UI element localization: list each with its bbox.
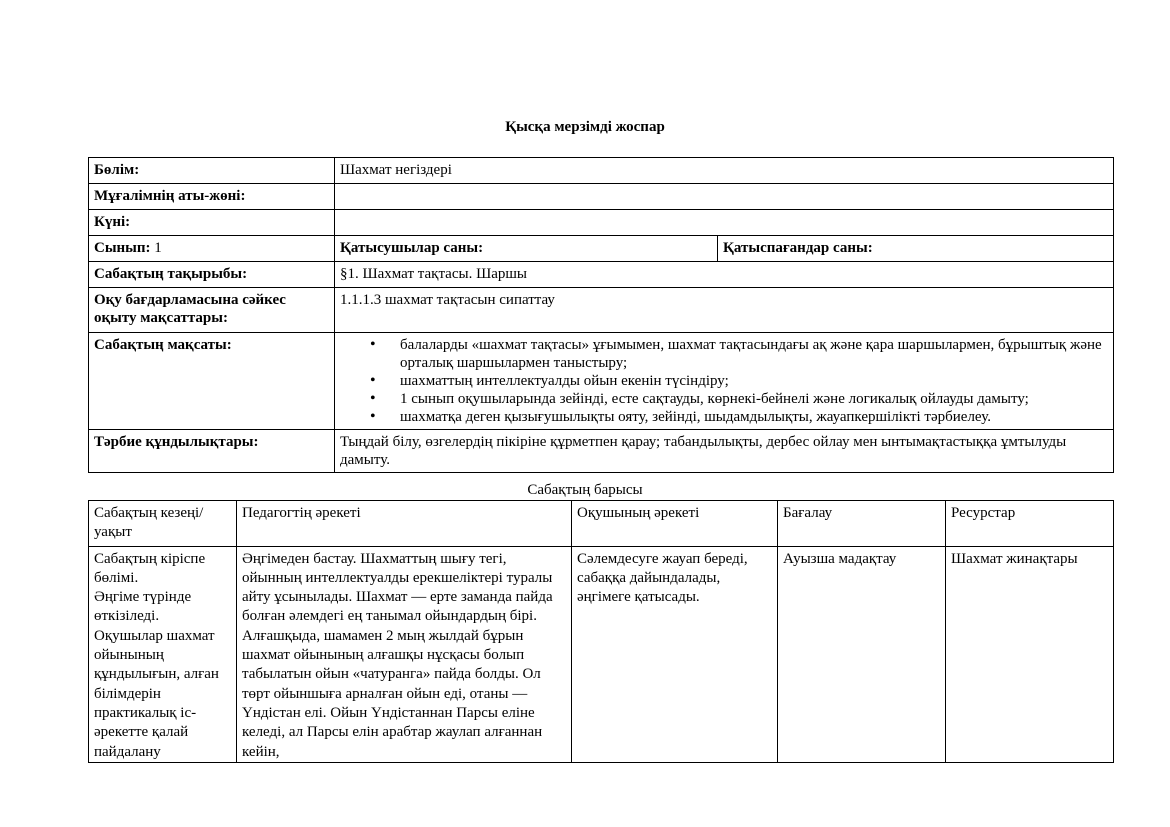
class-cell	[89, 236, 335, 262]
date-label: Күні:	[89, 210, 335, 236]
column-header: Ресурстар	[946, 501, 1114, 547]
aims-label: Сабақтың мақсаты:	[89, 333, 335, 430]
list-item: • шахматқа деген қызығушылықты ояту, зейінді, шыдамдылықты, жауапкершілікті тәрбиелеу.	[400, 408, 1108, 426]
aims-list	[340, 336, 1108, 426]
list-item: • 1 сынып оқушыларында зейінді, есте сақтауды, көрнекі-бейнелі және логикалық ойлауды дамыту;	[400, 390, 1108, 408]
teacher-action-cell: Әңгімеден бастау. Шахматтың шығу тегі, ойынның интеллектуалды ерекшеліктері туралы айту ұсынылады. Шахмат — ерте заманда пайда болған әлемдегі ең танымал ойындардың бірі. Алғашқыда, шамамен 2 мың жылдай бұрын шахмат ойынының алғашқы нұсқасы болып табылатын ойын «чатуранга» пайда болды. Ол төрт ойыншыға арналған ойын еді, отаны — Үндістан елі. Ойын Үндістаннан Парсы еліне келеді, ал Парсы елін арабтар жаулап алғаннан кейін,	[237, 546, 572, 762]
absent-count-label: Қатыспағандар саны:	[718, 236, 1114, 262]
section-value: Шахмат негіздері	[335, 158, 1114, 184]
section-label: Бөлім:	[89, 158, 335, 184]
column-header: Сабақтың кезеңі/ уақыт	[89, 501, 237, 547]
table-header-row	[89, 501, 1114, 547]
page-title: Қысқа мерзімді жоспар	[505, 119, 665, 135]
table-row	[89, 430, 1114, 473]
list-item: • балаларды «шахмат тақтасы» ұғымымен, шахмат тақтасындағы ақ және қара шаршылармен, бұрыштық және орталық шаршылармен таныстыру;	[400, 336, 1108, 372]
teacher-value	[335, 184, 1114, 210]
aims-cell	[335, 333, 1114, 430]
topic-value: §1. Шахмат тақтасы. Шаршы	[335, 262, 1114, 288]
class-value: 1	[150, 240, 162, 256]
goals-value: 1.1.1.3 шахмат тақтасын сипаттау	[335, 288, 1114, 333]
table-row	[89, 210, 1114, 236]
class-label: Сынып:	[94, 240, 151, 256]
table-row	[89, 158, 1114, 184]
table-row	[89, 184, 1114, 210]
student-action-cell: Сәлемдесуге жауап береді, сабаққа дайындалады, әңгімеге қатысады.	[572, 546, 778, 762]
table-row	[89, 546, 1114, 762]
table-row	[89, 262, 1114, 288]
lesson-course-table	[88, 500, 1114, 763]
teacher-label: Мұғалімнің аты-жөні:	[89, 184, 335, 210]
present-count-label: Қатысушылар саны:	[335, 236, 718, 262]
table-row	[89, 288, 1114, 333]
course-title: Сабақтың барысы	[527, 482, 643, 498]
table-row	[89, 236, 1114, 262]
values-value: Тыңдай білу, өзгелердің пікіріне құрметпен қарау; табандылықты, дербес ойлау мен ынтымақтастыққа ұмтылуды дамыту.	[335, 430, 1114, 473]
resources-cell: Шахмат жинақтары	[946, 546, 1114, 762]
column-header: Оқушының әрекеті	[572, 501, 778, 547]
table-row	[89, 333, 1114, 430]
assessment-cell: Ауызша мадақтау	[778, 546, 946, 762]
lesson-info-table	[88, 157, 1114, 473]
column-header: Бағалау	[778, 501, 946, 547]
list-item: • шахматтың интеллектуалды ойын екенін түсіндіру;	[400, 372, 1108, 390]
column-header: Педагогтің әрекеті	[237, 501, 572, 547]
topic-label: Сабақтың тақырыбы:	[89, 262, 335, 288]
goals-label: Оқу бағдарламасына сәйкес оқыту мақсаттары:	[89, 288, 335, 333]
date-value	[335, 210, 1114, 236]
stage-cell: Сабақтың кіріспе бөлімі. Әңгіме түрінде өткізіледі. Оқушылар шахмат ойынының құндылығын, алған білімдерін практикалық іс-әрекетте қалай пайдалану	[89, 546, 237, 762]
values-label: Тәрбие құндылықтары:	[89, 430, 335, 473]
